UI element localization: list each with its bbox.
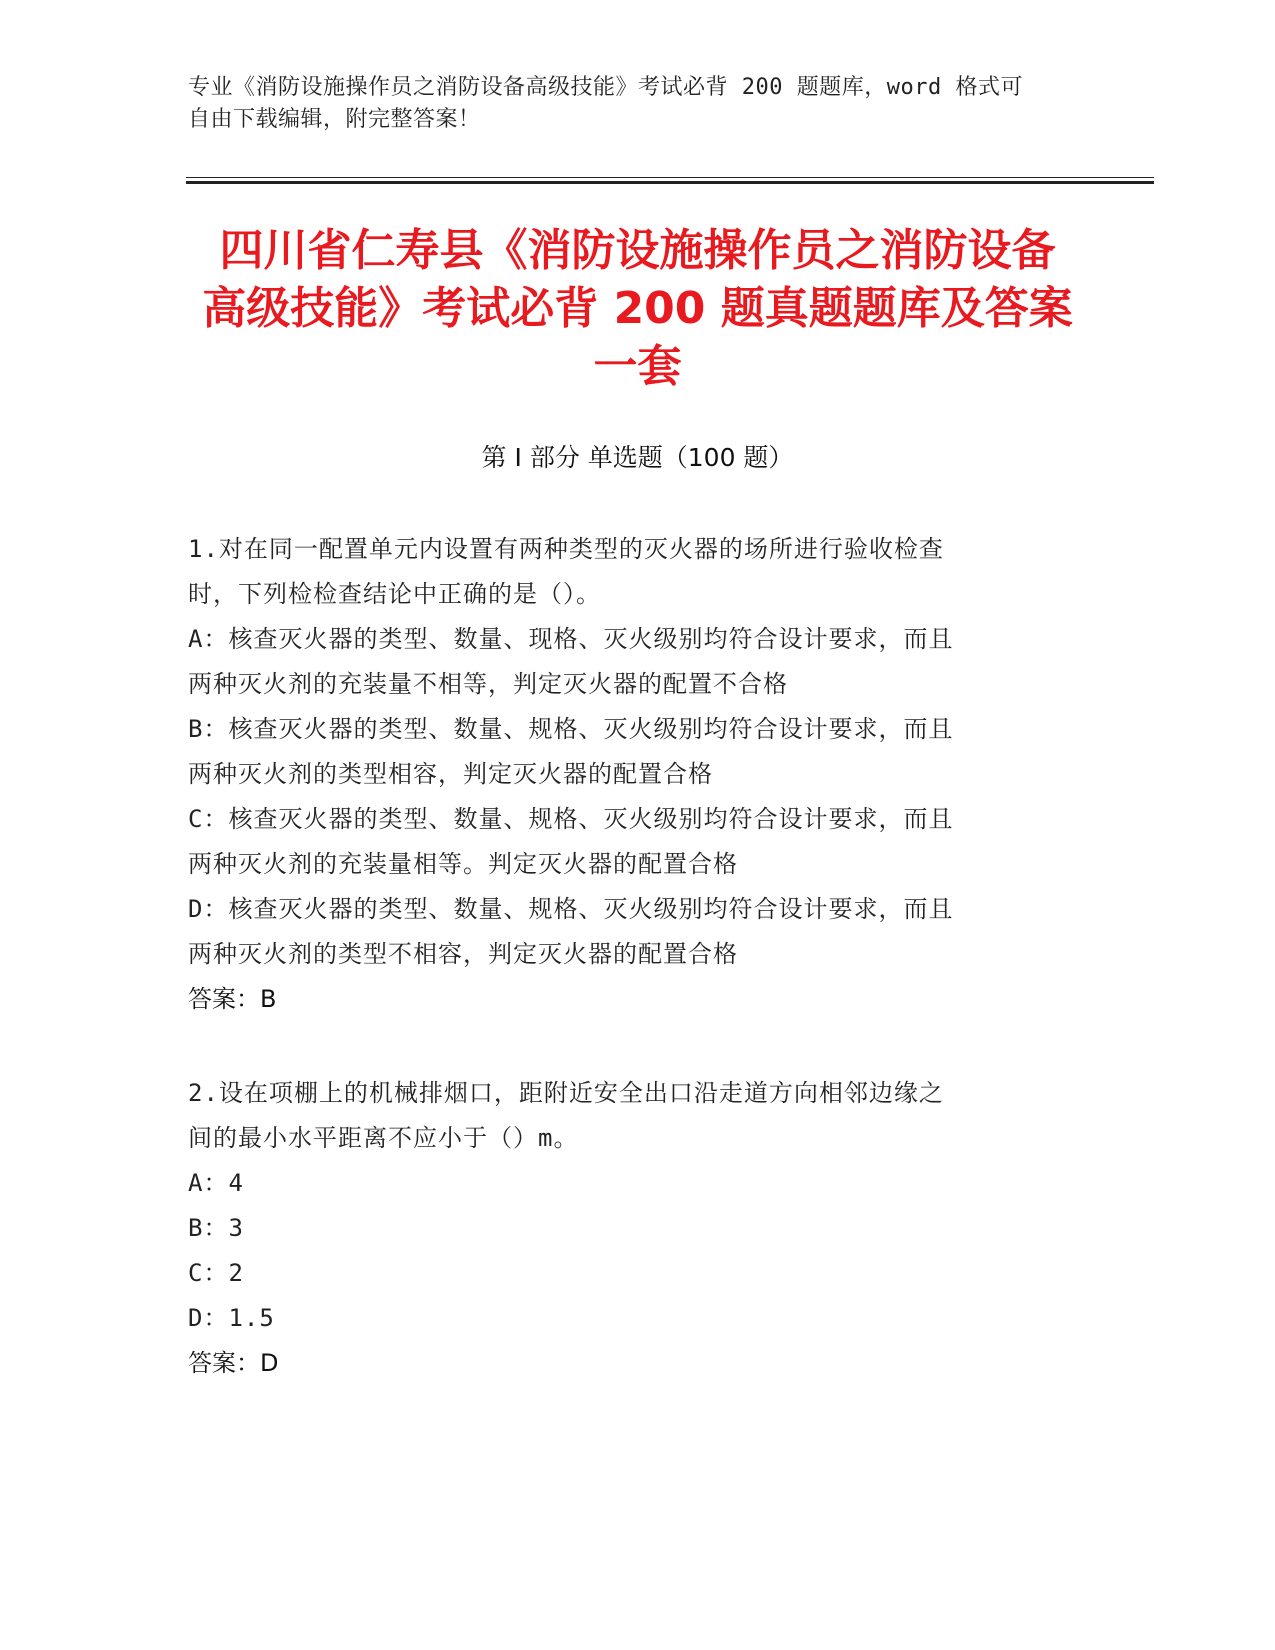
question-stem-line: 时，下列检检查结论中正确的是（）。 — [188, 580, 601, 608]
document-title — [160, 222, 1115, 396]
question-stem-line: 1.对在同一配置单元内设置有两种类型的灭火器的场所进行验收检查 — [188, 535, 944, 563]
option-line: 两种灭火剂的类型相容，判定灭火器的配置合格 — [188, 760, 713, 788]
title-line: 一套 — [593, 341, 682, 392]
header-note-line: 自由下载编辑，附完整答案！ — [188, 107, 481, 132]
option-line: B：核查灭火器的类型、数量、规格、灭火级别均符合设计要求，而且 — [188, 715, 954, 743]
option-line: A：核查灭火器的类型、数量、现格、灭火级别均符合设计要求，而且 — [188, 625, 954, 653]
title-line: 四川省仁寿县《消防设施操作员之消防设备 — [219, 225, 1056, 276]
title-line: 高级技能》考试必背 200 题真题题库及答案 — [202, 283, 1073, 334]
question-block — [188, 527, 1088, 1022]
option-line: 两种灭火剂的类型不相容，判定灭火器的配置合格 — [188, 940, 738, 968]
option-line: C：2 — [188, 1259, 244, 1287]
header-note — [188, 72, 1088, 136]
option-line: D：1.5 — [188, 1304, 275, 1332]
option-line: 两种灭火剂的充装量不相等，判定灭火器的配置不合格 — [188, 670, 788, 698]
option-line: D：核查灭火器的类型、数量、规格、灭火级别均符合设计要求，而且 — [188, 895, 954, 923]
option-line: C：核查灭火器的类型、数量、规格、灭火级别均符合设计要求，而且 — [188, 805, 954, 833]
answer-label: 答案：D — [188, 1349, 279, 1377]
section-heading: 第 I 部分 单选题（100 题） — [481, 443, 794, 472]
option-line: 两种灭火剂的充装量相等。判定灭火器的配置合格 — [188, 850, 738, 878]
option-line: A：4 — [188, 1169, 244, 1197]
question-stem-line: 间的最小水平距离不应小于（）m。 — [188, 1124, 579, 1152]
header-divider-thin — [186, 177, 1154, 178]
header-divider-thick — [186, 181, 1154, 184]
answer-label: 答案：B — [188, 985, 277, 1013]
question-stem-line: 2.设在项棚上的机械排烟口，距附近安全出口沿走道方向相邻边缘之 — [188, 1079, 944, 1107]
option-line: B：3 — [188, 1214, 244, 1242]
header-note-line: 专业《消防设施操作员之消防设备高级技能》考试必背 200 题题库，word 格式可 — [188, 75, 1023, 100]
question-block — [188, 1071, 1088, 1386]
